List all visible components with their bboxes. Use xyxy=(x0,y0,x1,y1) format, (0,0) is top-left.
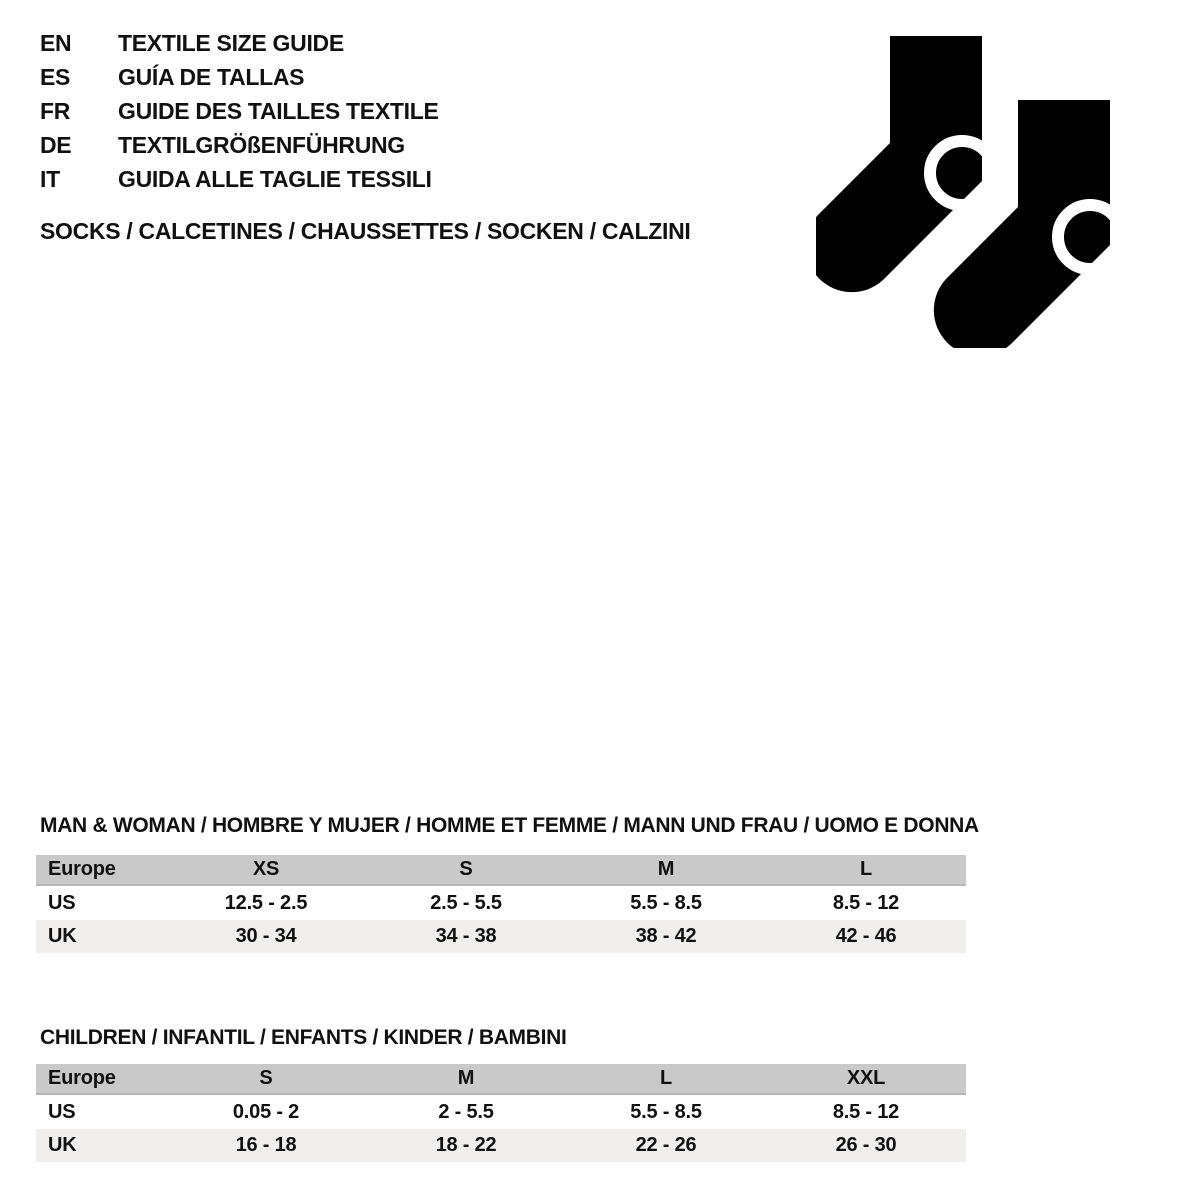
lang-row-de xyxy=(40,128,439,162)
row-label: UK xyxy=(48,1134,77,1156)
column-header-size: XXL xyxy=(846,1067,886,1089)
size-value: 2 - 5.5 xyxy=(438,1100,494,1123)
lang-row-it xyxy=(40,162,439,196)
socks-icon xyxy=(816,36,1132,348)
size-value: 34 - 38 xyxy=(435,925,497,947)
row-label: US xyxy=(48,1100,76,1123)
lang-title: TEXTILGRÖßENFÜHRUNG xyxy=(118,132,405,158)
size-value: 2.5 - 5.5 xyxy=(430,891,502,914)
column-header-size: XS xyxy=(252,858,280,880)
lang-row-fr xyxy=(40,94,439,128)
size-value: 42 - 46 xyxy=(835,925,897,947)
row-label: UK xyxy=(48,925,77,947)
lang-row-es xyxy=(40,60,439,94)
table-title-man-woman: MAN & WOMAN / HOMBRE Y MUJER / HOMME ET FEMME / MANN UND FRAU / UOMO E DONNA xyxy=(40,814,979,837)
size-value: 0.05 - 2 xyxy=(232,1100,300,1123)
size-value: 18 - 22 xyxy=(435,1134,497,1156)
size-value: 8.5 - 12 xyxy=(832,1100,900,1123)
size-value: 5.5 - 8.5 xyxy=(630,1100,702,1123)
lang-code: FR xyxy=(40,98,71,124)
column-header-size: S xyxy=(259,1067,273,1089)
lang-row-en xyxy=(40,26,439,60)
size-value: 16 - 18 xyxy=(235,1134,297,1156)
table-row-uk xyxy=(36,920,966,953)
row-label: US xyxy=(48,891,76,914)
lang-title: GUÍA DE TALLAS xyxy=(118,64,305,90)
column-header-size: L xyxy=(859,858,873,880)
table-row-us xyxy=(36,1095,966,1129)
size-value: 12.5 - 2.5 xyxy=(224,891,308,914)
language-title-list xyxy=(40,26,439,196)
column-header-size: M xyxy=(457,1067,475,1089)
lang-code: DE xyxy=(40,132,72,158)
column-header-size: S xyxy=(459,858,473,880)
product-category-line: SOCKS / CALCETINES / CHAUSSETTES / SOCKEN / CALZINI xyxy=(40,218,691,244)
lang-code: EN xyxy=(40,30,72,56)
size-value: 22 - 26 xyxy=(635,1134,697,1156)
table-header-row xyxy=(36,1064,966,1095)
size-table-man-woman xyxy=(36,855,966,953)
lang-code: ES xyxy=(40,64,71,90)
table-row-uk xyxy=(36,1129,966,1162)
size-value: 30 - 34 xyxy=(235,925,297,947)
lang-code: IT xyxy=(40,166,60,192)
lang-title: GUIDA ALLE TAGLIE TESSILI xyxy=(118,166,432,192)
column-header-size: M xyxy=(657,858,675,880)
column-header-region: Europe xyxy=(48,1067,116,1089)
size-value: 26 - 30 xyxy=(835,1134,897,1156)
lang-title: TEXTILE SIZE GUIDE xyxy=(118,30,344,56)
size-table-children xyxy=(36,1064,966,1162)
size-value: 38 - 42 xyxy=(635,925,697,947)
column-header-region: Europe xyxy=(48,858,116,880)
lang-title: GUIDE DES TAILLES TEXTILE xyxy=(118,98,439,124)
size-value: 8.5 - 12 xyxy=(832,891,900,914)
size-value: 5.5 - 8.5 xyxy=(630,891,702,914)
column-header-size: L xyxy=(659,1067,673,1089)
table-row-us xyxy=(36,886,966,920)
table-title-children: CHILDREN / INFANTIL / ENFANTS / KINDER / BAMBINI xyxy=(40,1026,567,1049)
table-header-row xyxy=(36,855,966,886)
